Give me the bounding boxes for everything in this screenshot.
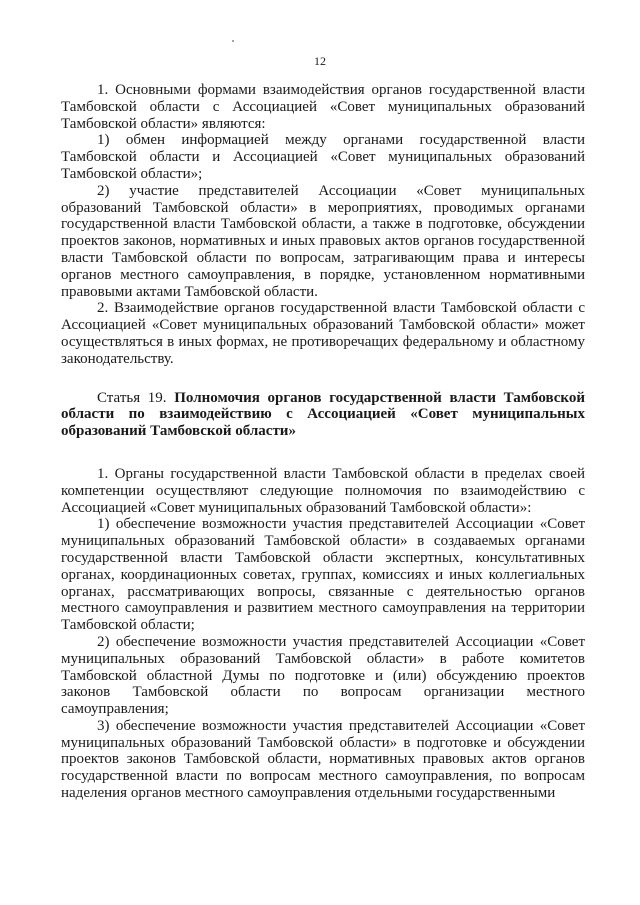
list-item-info-exchange: 1) обмен информацией между органами государственной власти Тамбовской области и Ассоциацией «Совет муниципальных образований Тамбовской области»; (61, 132, 585, 182)
list-item-duma-committees: 2) обеспечение возможности участия представителей Ассоциации «Совет муниципальных образований Тамбовской области» в работе комитетов Тамбовской областной Думы по подготовке и (или) обсуждению проектов законов Тамбовской области по вопросам организации местного самоуправления; (61, 633, 585, 718)
article-heading (61, 390, 585, 440)
document-body (61, 82, 585, 802)
page-number: 12 (314, 54, 326, 68)
article-title: Полномочия органов государственной власти Тамбовской области по взаимодействию с Ассоциацией «Совет муниципальных образований Тамбовской области» (61, 389, 585, 440)
list-item-draft-laws: 3) обеспечение возможности участия представителей Ассоциации «Совет муниципальных образований Тамбовской области» в подготовке и обсуждении проектов законов Тамбовской области, нормативных правовых актов органов государственной власти по вопросам местного самоуправления, по вопросам наделения органов местного самоуправления отдельными государственными (61, 717, 585, 802)
scan-speck (232, 40, 234, 42)
list-item-participation: 2) участие представителей Ассоциации «Совет муниципальных образований Тамбовской области» в мероприятиях, проводимых органами государственной власти Тамбовской области, а также в подготовке, обсуждении проектов законов, нормативных и иных правовых актов органов государственной власти Тамбовской области по вопросам, затрагивающим права и интересы органов местного самоуправления, в порядке, установленном нормативными правовыми актами Тамбовской области. (61, 182, 585, 300)
article-label: Статья 19. (97, 389, 167, 406)
paragraph-forms-intro: 1. Основными формами взаимодействия органов государственной власти Тамбовской области с Ассоциацией «Совет муниципальных образований Тамбовской области» являются: (61, 82, 585, 132)
paragraph-powers-intro: 1. Органы государственной власти Тамбовской области в пределах своей компетенции осуществляют следующие полномочия по взаимодействию с Ассоциацией «Совет муниципальных образований Тамбовской области»: (61, 465, 585, 516)
paragraph-other-forms: 2. Взаимодействие органов государственной власти Тамбовской области с Ассоциацией «Совет муниципальных образований Тамбовской области» может осуществляться в иных формах, не противоречащих федеральному и областному законодательству. (61, 300, 585, 367)
list-item-expert-bodies: 1) обеспечение возможности участия представителей Ассоциации «Совет муниципальных образований Тамбовской области» в создаваемых органами государственной власти Тамбовской области экспертных, консультативных органах, координационных советах, группах, комиссиях и иных коллегиальных органах, рассматривающих вопросы, связанные с деятельностью органов местного самоуправления и развитием местного самоуправления на территории Тамбовской области; (61, 516, 585, 634)
